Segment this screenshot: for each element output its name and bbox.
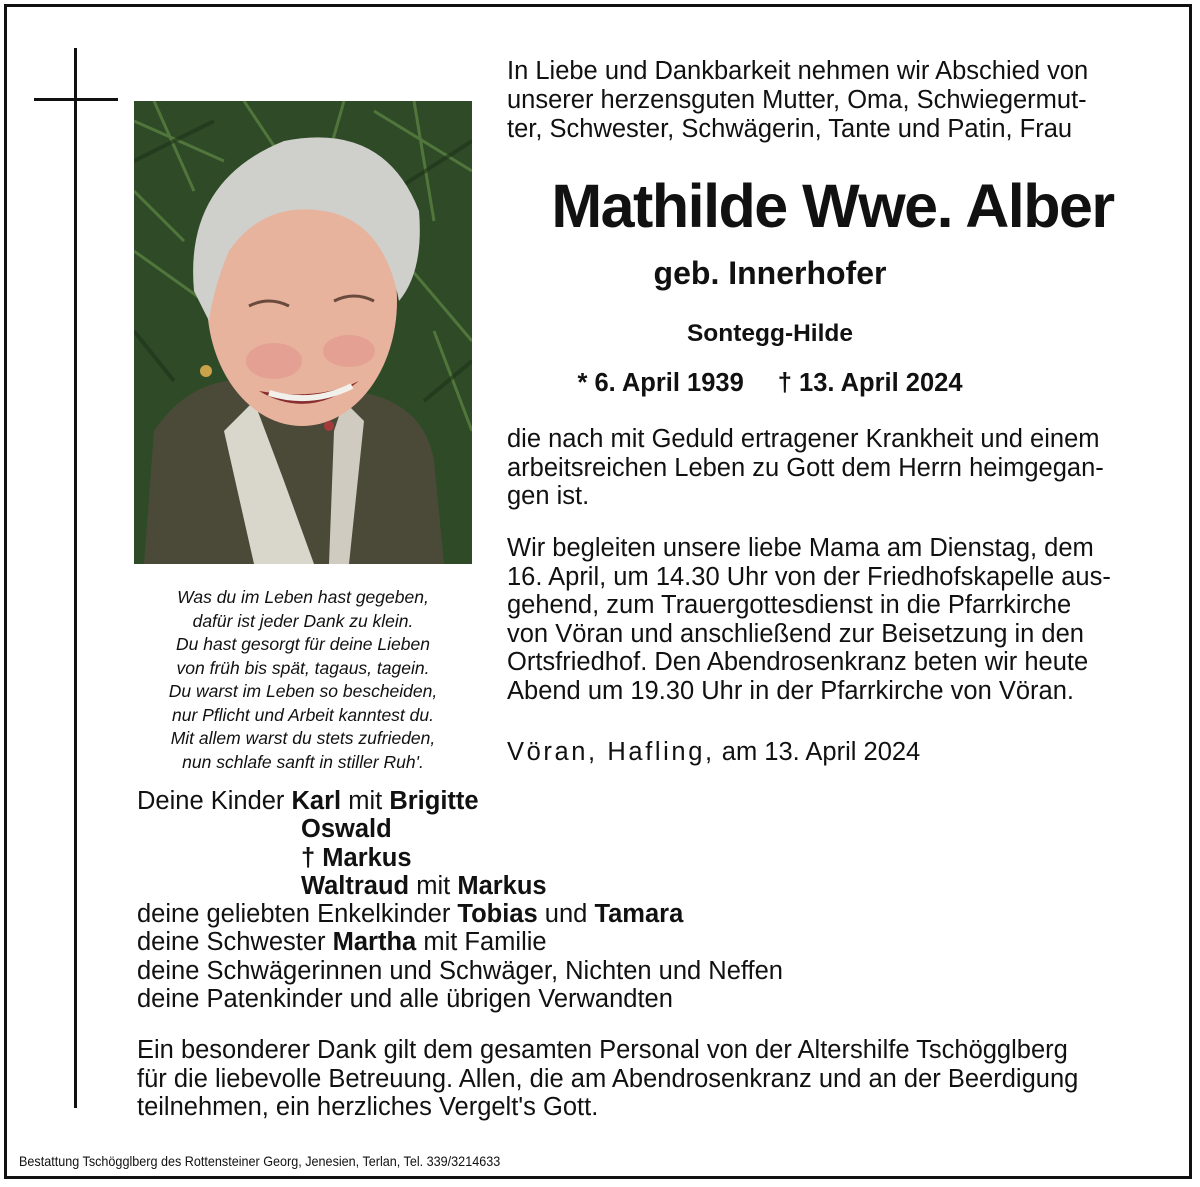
paragraph-line: arbeitsreichen Leben zu Gott dem Herrn heimgegan- bbox=[507, 453, 1104, 482]
deceased-name: Mathilde Wwe. Alber bbox=[551, 172, 1114, 240]
family-text: mit bbox=[348, 787, 383, 815]
paragraph-line: Ortsfriedhof. Den Abendrosenkranz beten wir heute bbox=[507, 648, 1089, 676]
paragraph-line: gehend, zum Trauergottesdienst in die Pfarrkirche bbox=[507, 591, 1072, 619]
family-line-oswald bbox=[137, 815, 783, 843]
poem-line: Was du im Leben hast gegeben, bbox=[177, 587, 429, 607]
family-member: Tamara bbox=[594, 900, 684, 929]
family-line-in-laws: deine Schwägerinnen und Schwäger, Nichten und Neffen bbox=[137, 956, 783, 985]
family-text: deine Schwester bbox=[137, 928, 326, 957]
paragraph-line: 16. April, um 14.30 Uhr von der Friedhofskapelle aus- bbox=[507, 562, 1111, 591]
intro-text bbox=[507, 57, 1162, 144]
family-member: Oswald bbox=[301, 815, 392, 844]
paragraph-line: von Vöran und anschließend zur Beisetzung in den bbox=[507, 619, 1084, 648]
family-member: Karl bbox=[291, 787, 342, 815]
notice-date: am 13. April 2024 bbox=[721, 738, 921, 766]
nickname: Sontegg-Hilde bbox=[686, 320, 854, 347]
paragraph-line: gen ist. bbox=[507, 482, 590, 510]
family-member: Markus bbox=[457, 871, 547, 900]
paragraph-line: die nach mit Geduld ertragener Krankheit und einem bbox=[507, 425, 1100, 453]
birth-date: * 6. April 1939 bbox=[577, 369, 744, 397]
family-text: deine geliebten Enkelkinder bbox=[137, 900, 451, 929]
paragraph-passing bbox=[507, 425, 1162, 511]
paragraph-line: Abend um 19.30 Uhr in der Pfarrkirche von Vöran. bbox=[507, 676, 1074, 705]
family-text: mit Familie bbox=[423, 928, 547, 957]
family-member: Waltraud bbox=[301, 871, 410, 900]
paragraph-funeral bbox=[507, 534, 1162, 705]
thanks-line: Ein besonderer Dank gilt dem gesamten Personal von der Altershilfe Tschögglberg bbox=[137, 1036, 1068, 1064]
funeral-home-footer: Bestattung Tschögglberg des Rottensteiner Georg, Jenesien, Terlan, Tel. 339/3214633 bbox=[19, 1153, 501, 1169]
family-list bbox=[137, 787, 783, 1013]
poem-line: Du warst im Leben so bescheiden, bbox=[168, 681, 438, 701]
family-member: Brigitte bbox=[389, 787, 479, 815]
poem-line: von früh bis spät, tagaus, tagein. bbox=[176, 657, 430, 678]
family-line-godchildren: deine Patenkinder und alle übrigen Verwandten bbox=[137, 985, 673, 1014]
family-member: Tobias bbox=[457, 900, 538, 929]
death-date: † 13. April 2024 bbox=[777, 369, 963, 397]
thanks-text bbox=[137, 1036, 1162, 1122]
family-line-sister bbox=[137, 928, 783, 956]
place-and-date bbox=[507, 737, 920, 767]
maiden-name: geb. Innerhofer bbox=[653, 255, 887, 291]
life-dates bbox=[505, 366, 1035, 400]
family-text: und bbox=[544, 900, 588, 929]
family-member: Martha bbox=[332, 928, 417, 957]
portrait-photo bbox=[134, 101, 472, 564]
family-line-children bbox=[137, 787, 783, 815]
memorial-poem bbox=[136, 586, 470, 774]
family-line-grandchildren bbox=[137, 900, 783, 928]
poem-line: dafür ist jeder Dank zu klein. bbox=[192, 610, 414, 631]
family-line-markus-deceased bbox=[137, 844, 783, 872]
intro-line: unserer herzensguten Mutter, Oma, Schwiegermut- bbox=[507, 86, 1087, 114]
family-member: † Markus bbox=[301, 843, 412, 872]
paragraph-line: Wir begleiten unsere liebe Mama am Dienstag, dem bbox=[507, 534, 1094, 562]
poem-line: Du hast gesorgt für deine Lieben bbox=[176, 634, 430, 654]
intro-line: ter, Schwester, Schwägerin, Tante und Patin, Frau bbox=[507, 115, 1073, 143]
thanks-line: teilnehmen, ein herzliches Vergelt's Gott. bbox=[137, 1093, 599, 1121]
family-text: Deine Kinder bbox=[137, 787, 285, 815]
poem-line: Mit allem warst du stets zufrieden, bbox=[170, 728, 436, 748]
family-text: mit bbox=[416, 871, 451, 900]
poem-line: nur Pflicht und Arbeit kanntest du. bbox=[171, 704, 434, 725]
intro-line: In Liebe und Dankbarkeit nehmen wir Abschied von bbox=[507, 57, 1089, 85]
family-line-waltraud bbox=[137, 872, 783, 900]
place-name: Vöran, Hafling, bbox=[507, 738, 715, 766]
poem-line: nun schlafe sanft in stiller Ruh'. bbox=[182, 751, 424, 772]
thanks-line: für die liebevolle Betreuung. Allen, die am Abendrosenkranz und an der Beerdigung bbox=[137, 1064, 1079, 1093]
